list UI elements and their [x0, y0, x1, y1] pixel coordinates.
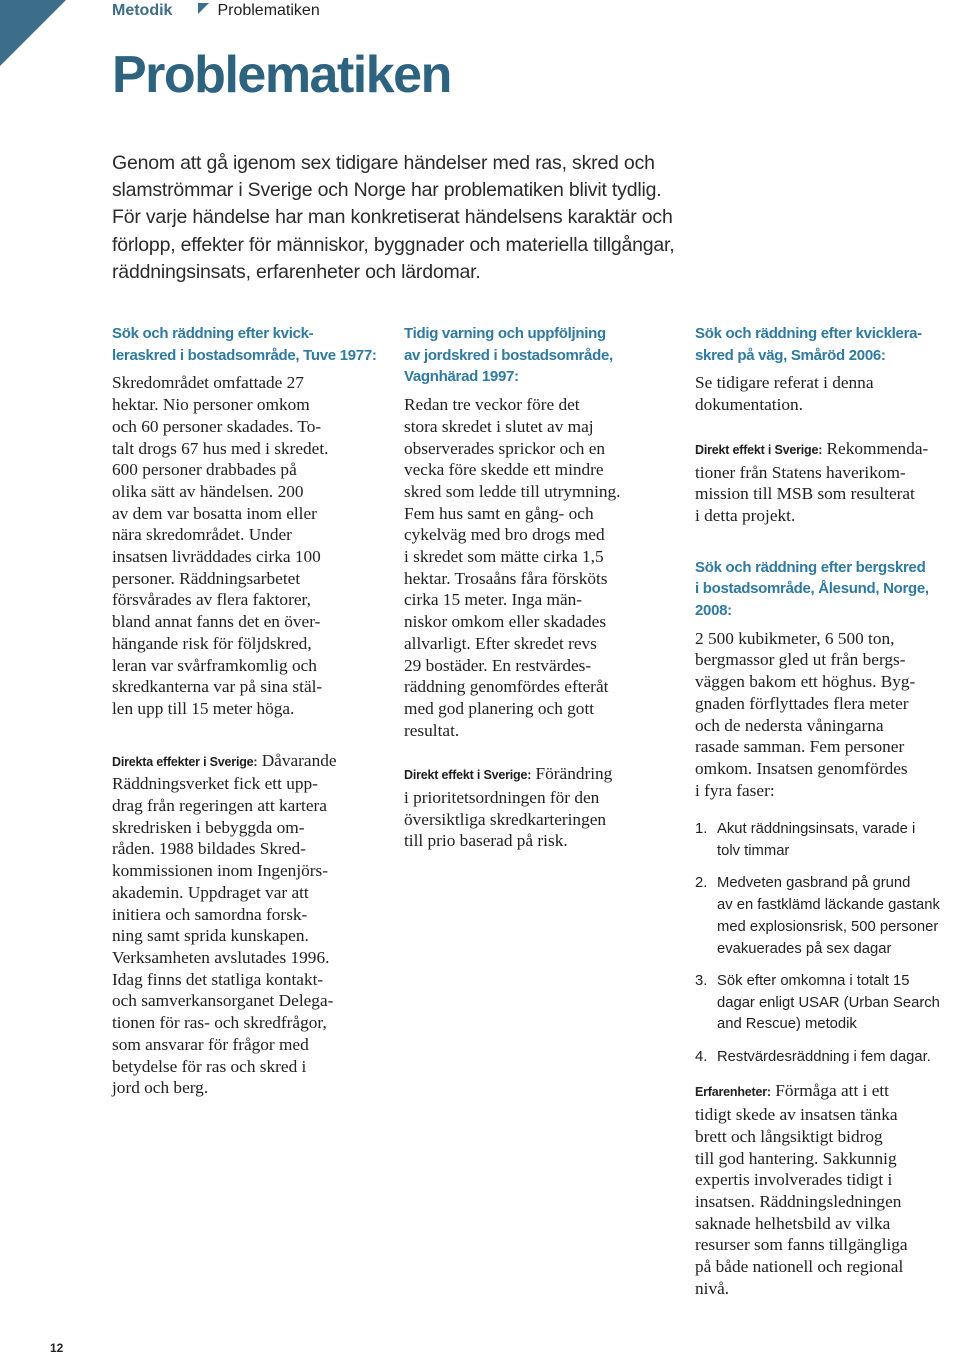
heading-tuve: Sök och räddning efter kvick- leraskred i bostadsområde, Tuve 1977: — [112, 325, 377, 364]
list-number: 4. — [695, 1048, 708, 1065]
breadcrumb-arrow-icon — [198, 3, 209, 14]
list-text: Restvärdesräddning i fem dagar. — [717, 1048, 931, 1065]
column-tuve — [112, 323, 380, 1099]
list-number: 2. — [695, 875, 708, 892]
list-number: 1. — [695, 821, 708, 838]
label-direct-effects: Direkta effekter i Sverige: — [112, 754, 258, 769]
experiences-alesund — [695, 1080, 960, 1299]
list-text: Sök efter omkomna i totalt 15 dagar enligt USAR (Urban Search and Rescue) metodik — [717, 972, 940, 1033]
heading-alesund: Sök och räddning efter bergskred i bostadsområde, Ålesund, Norge, 2008: — [695, 558, 929, 620]
label-direct-effect-smarod: Direkt effekt i Sverige: — [695, 442, 823, 457]
breadcrumb — [112, 1, 320, 21]
list-number: 3. — [695, 972, 708, 989]
column-smarod-alesund — [695, 323, 960, 1299]
text-vagnharad: Redan tre veckor före det stora skredet i slutet av maj observerades sprickor och en vecka före skedde ett mindre skred som ledde till utrymning. Fem hus samt en gång- och cykelväg med bro drogs med i skredet som mätte cirka 1,5 hektar. Trosaåns fåra försköts cirka 15 meter. Inga män- niskor omkom eller skadades allvarligt. Efter skredet revs 29 bostäder. En restvärdes- räddning genomfördes efteråt med god planering och gott resultat. — [404, 395, 621, 740]
label-experiences: Erfarenheter: — [695, 1085, 771, 1100]
heading-smarod: Sök och räddning efter kvicklera- skred på väg, Småröd 2006: — [695, 325, 922, 364]
list-item — [695, 971, 960, 1036]
list-text: Medveten gasbrand på grund av en fastklämd läckande gastank med explosionsrisk, 500 personer evakuerades på sex dagar — [717, 875, 940, 957]
text-tuve: Skredområdet omfattade 27 hektar. Nio personer omkom och 60 personer skadades. To- talt drogs 67 hus med i skredet. 600 personer drabbades på olika sätt av händelsen. 200 av dem var bosatta inom eller nära skredområdet. Under insatsen livräddades cirka 100 personer. Räddningsarbetet försvårades av flera faktorer, bland annat fanns det en över- hängande risk för följdskred, leran var svårframkomlig och skredkanterna var på sina stäl- len upp till 15 meter höga. — [112, 373, 329, 718]
corner-decoration — [0, 0, 66, 66]
experiences-text: Förmåga att i ett tidigt skede av insatsen tänka brett och långsiktigt bidrog till god hantering. Sakkunnig expertis involverades tidigt i insatsen. Räddningsledningen saknade helhetsbild av vilka resurser som fanns tillgängliga på både nationell och regional nivå. — [695, 1081, 908, 1298]
effects-smarod-text: Rekommenda- tioner från Statens haverikom- mission till MSB som resulterat i detta projekt. — [695, 438, 929, 525]
effects-tuve-text: Dåvarande Räddningsverket fick ett upp- drag från regeringen att kartera skredrisken i bebyggda om- råden. 1988 bildades Skred- kommissionen inom Ingenjörs- akademin. Uppdraget var att initiera och samordna forsk- ning samt sprida kunskapen. Verksamheten avslutades 1996. Idag finns det statliga kontakt- och samverkansorganet Delega- tionen för ras- och skredfrågor, som ansvarar för frågor med betydelse för ras och skred i jord och berg. — [112, 750, 337, 1098]
list-item — [695, 873, 960, 960]
breadcrumb-current: Problematiken — [217, 2, 320, 19]
heading-vagnharad: Tidig varning och uppföljning av jordskred i bostadsområde, Vagnhärad 1997: — [404, 325, 613, 386]
list-text: Akut räddningsinsats, varade i tolv timmar — [717, 821, 916, 860]
column-vagnharad — [404, 323, 672, 852]
effects-vagnharad — [404, 763, 672, 852]
text-smarod: Se tidigare referat i denna dokumentation. — [695, 373, 874, 415]
list-item — [695, 819, 960, 862]
phase-list — [695, 819, 960, 1068]
text-alesund: 2 500 kubikmeter, 6 500 ton, bergmassor gled ut från bergs- väggen bakom ett höghus. Byg- gnaden förflyttades flera meter och de nedersta våningarna rasade samman. Fem personer omkom. Insatsen genomfördes i fyra faser: — [695, 628, 916, 800]
page-number: 12 — [50, 1341, 64, 1355]
breadcrumb-section[interactable]: Metodik — [112, 2, 173, 19]
page-title: Problematiken — [112, 46, 451, 104]
intro-paragraph: Genom att gå igenom sex tidigare händelser med ras, skred och slamströmmar i Sverige och Norge har problematiken blivit tydlig. För varje händelse har man konkretiserat händelsens karaktär och förlopp, effekter för människor, byggnader och materiella tillgångar, räddningsinsats, erfarenheter och lärdomar. — [112, 152, 675, 283]
effects-smarod — [695, 438, 960, 527]
effects-vagnharad-text: Förändring i prioritetsordningen för den översiktliga skredkarteringen till prio baserad på risk. — [404, 764, 613, 851]
list-item — [695, 1047, 960, 1069]
label-direct-effect: Direkt effekt i Sverige: — [404, 768, 532, 783]
effects-tuve — [112, 750, 380, 1099]
